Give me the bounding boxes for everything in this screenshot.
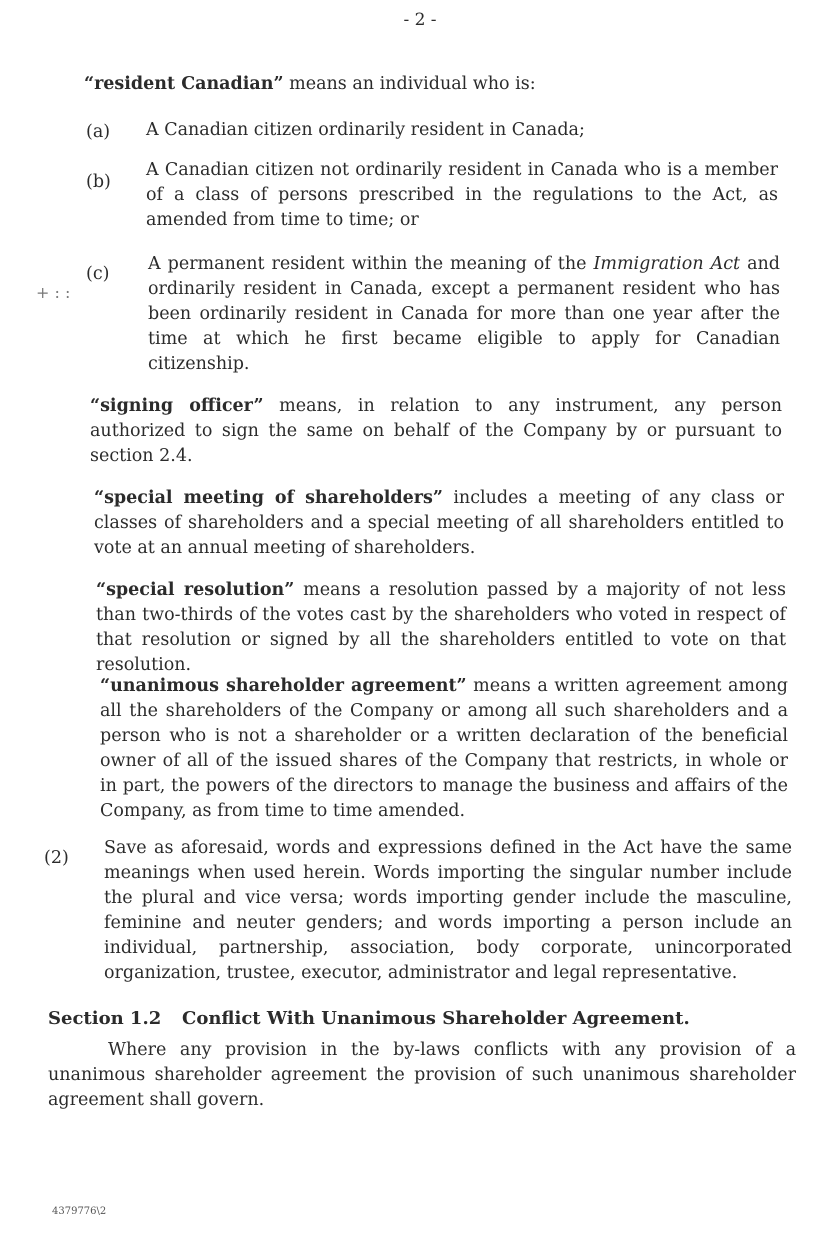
definition-special-resolution <box>96 578 786 678</box>
term-resident-canadian: “resident Canadian” <box>84 74 284 94</box>
definition-special-meeting-text: includes a meeting of any class or classes of shareholders and a special meeting of all shareholders entitled to vote at an annual meeting of shareholders. <box>94 488 785 558</box>
section-title: Conflict With Unanimous Shareholder Agreement. <box>182 1008 690 1029</box>
definition-resident-canadian <box>84 72 784 97</box>
section-1-2-text: Where any provision in the by-laws conflicts with any provision of a unanimous shareholder agreement the provision of such unanimous shareholder agreement shall govern. <box>48 1040 796 1110</box>
item-c-text <box>148 252 780 377</box>
item-label-a: (a) <box>86 122 111 142</box>
item-c-act-name: Immigration Act <box>593 254 741 274</box>
term-unanimous-agreement: “unanimous shareholder agreement” <box>100 676 467 696</box>
definition-signing-officer-text: means, in relation to any instrument, any person authorized to sign the same on behalf of the Company by or pursuant to section 2.4. <box>90 396 782 466</box>
definition-unanimous-agreement <box>100 674 788 824</box>
item-c-text-before: A permanent resident within the meaning of the <box>148 254 587 274</box>
term-special-meeting: “special meeting of shareholders” <box>94 488 443 508</box>
subsection-2-label: (2) <box>44 848 69 868</box>
item-c-text-after: and ordinarily resident in Canada, except a permanent resident who has been ordinarily resident in Canada for more than one year after the time at which he first became eligible to apply for Canadian citizenship. <box>148 254 780 374</box>
definition-unanimous-agreement-text: means a written agreement among all the shareholders of the Company or among all such shareholders and a person who is not a shareholder or a written declaration of the beneficial owner of all of the issued shares of the Company that restricts, in whole or in part, the powers of the directors to manage the business and affairs of the Company, as from time to time amended. <box>100 676 788 821</box>
subsection-2-text: Save as aforesaid, words and expressions defined in the Act have the same meanings when used herein. Words importing the singular number include the plural and vice versa; words importing gender include the masculine, feminine and neuter genders; and words importing a person include an individual, partnership, association, body corporate, unincorporated organization, trustee, executor, administrator and legal representative. <box>104 838 792 983</box>
document-id: 4379776\2 <box>52 1206 107 1217</box>
definition-special-resolution-text: means a resolution passed by a majority of not less than two-thirds of the votes cast by the shareholders who voted in respect of that resolution or signed by all the shareholders entitled to vote on that resolution. <box>96 580 786 675</box>
item-label-c: (c) <box>86 264 110 284</box>
section-1-2-heading <box>48 1008 690 1029</box>
section-number: Section 1.2 <box>48 1008 162 1029</box>
definition-signing-officer <box>90 394 782 469</box>
item-b-text: A Canadian citizen not ordinarily resident in Canada who is a member of a class of persons prescribed in the regulations to the Act, as amended from time to time; or <box>146 160 778 230</box>
definition-intro: means an individual who is: <box>289 74 536 94</box>
item-a-text: A Canadian citizen ordinarily resident in Canada; <box>146 120 585 140</box>
term-special-resolution: “special resolution” <box>96 580 295 600</box>
page-number: - 2 - <box>403 10 437 30</box>
definition-special-meeting <box>94 486 784 561</box>
item-label-b: (b) <box>86 172 111 192</box>
margin-mark: + : : <box>36 283 71 302</box>
term-signing-officer: “signing officer” <box>90 396 264 416</box>
